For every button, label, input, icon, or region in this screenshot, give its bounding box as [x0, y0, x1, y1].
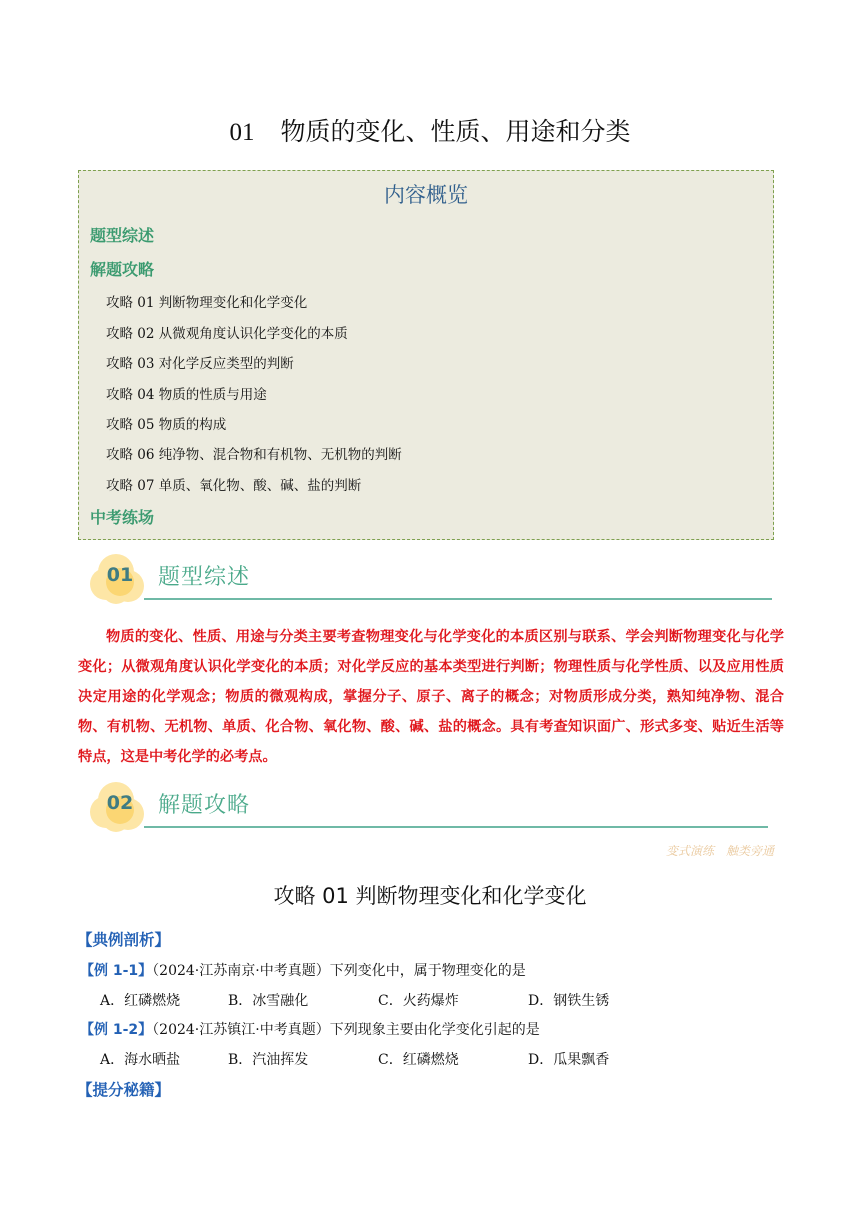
option-b[interactable]: B．冰雪融化 [228, 993, 309, 1009]
question-text: （2024·江苏南京·中考真题）下列变化中，属于物理变化的是 [152, 963, 526, 979]
option-a[interactable]: A．红磷燃烧 [100, 993, 181, 1009]
section-banner-02 [84, 776, 774, 834]
title-number: 01 [229, 119, 255, 146]
intro-paragraph: 物质的变化、性质、用途与分类主要考查物理变化与化学变化的本质区别与联系、学会判断物理变化与化学变化；从微观角度认识化学变化的本质；对化学反应的基本类型进行判断；物理性质与化学性质、以及应用性质决定用途的化学观念；物质的微观构成，掌握分子、原子、离子的概念；对物质形成分类，熟知纯净物、混合物、有机物、无机物、单质、化合物、氧化物、酸、碱、盐的概念。具有考查知识面广、形式多变、贴近生活等特点，这是中考化学的必考点。 [78, 629, 784, 765]
overview-item[interactable]: 攻略 03 对化学反应类型的判断 [106, 356, 294, 372]
question-1-2 [80, 1019, 540, 1039]
overview-item[interactable]: 攻略 06 纯净物、混合物和有机物、无机物的判断 [106, 447, 402, 463]
overview-link-strategies[interactable]: 解题攻略 [90, 260, 155, 279]
strategy-title: 攻略 01 判断物理变化和化学变化 [273, 884, 587, 908]
question-tag: 【例 1-2】 [80, 1022, 153, 1038]
overview-item[interactable]: 攻略 04 物质的性质与用途 [106, 387, 267, 403]
section-divider [144, 598, 772, 600]
content-overview-box [78, 170, 774, 540]
overview-item[interactable]: 攻略 02 从微观角度认识化学变化的本质 [106, 326, 348, 342]
question-text: （2024·江苏镇江·中考真题）下列现象主要由化学变化引起的是 [152, 1022, 540, 1038]
tagline-part: 触类旁通 [725, 844, 774, 858]
overview-link-practice[interactable]: 中考练场 [90, 508, 155, 527]
overview-item[interactable]: 攻略 05 物质的构成 [106, 417, 227, 433]
tips-heading: 【提分秘籍】 [77, 1081, 171, 1099]
section-title: 题型综述 [158, 565, 251, 590]
title-text: 物质的变化、性质、用途和分类 [280, 117, 631, 146]
overview-link-type-summary[interactable]: 题型综述 [90, 226, 155, 245]
question-tag: 【例 1-1】 [80, 963, 153, 979]
option-d[interactable]: D．瓜果飘香 [528, 1052, 610, 1068]
section-number: 02 [106, 792, 134, 814]
section-tagline [654, 842, 774, 859]
tagline-part: 变式演练 [665, 844, 714, 858]
example-heading: 【典例剖析】 [77, 931, 171, 949]
option-d[interactable]: D．钢铁生锈 [528, 993, 610, 1009]
page-title [0, 112, 860, 148]
section-divider [144, 826, 768, 828]
question-1-1 [80, 960, 526, 980]
section-number: 01 [106, 564, 134, 586]
option-c[interactable]: C．火药爆炸 [378, 993, 459, 1009]
overview-item[interactable]: 攻略 07 单质、氧化物、酸、碱、盐的判断 [106, 478, 362, 494]
section-title: 解题攻略 [158, 793, 251, 818]
section-banner-01 [84, 548, 774, 606]
option-a[interactable]: A．海水晒盐 [100, 1052, 181, 1068]
option-c[interactable]: C．红磷燃烧 [378, 1052, 459, 1068]
overview-title: 内容概览 [384, 183, 468, 207]
option-b[interactable]: B．汽油挥发 [228, 1052, 309, 1068]
overview-item[interactable]: 攻略 01 判断物理变化和化学变化 [106, 295, 308, 311]
